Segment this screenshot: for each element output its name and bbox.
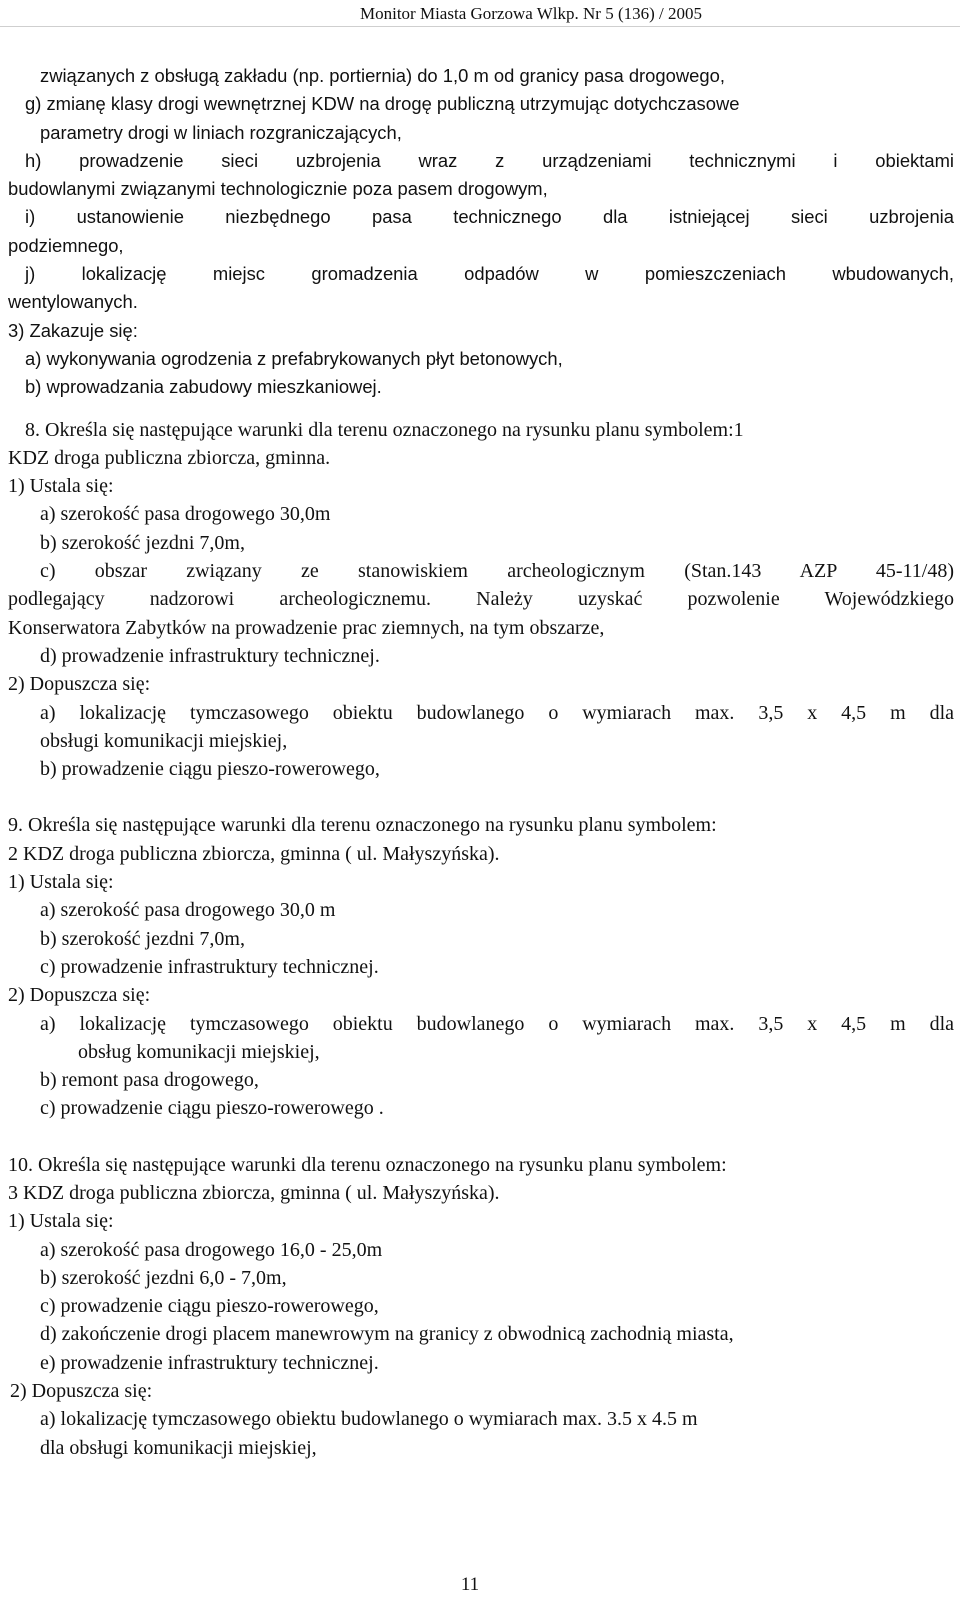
text-line: podziemnego, [8, 234, 124, 256]
text-line: a) wykonywania ogrodzenia z prefabrykowanych płyt betonowych, [25, 347, 563, 369]
text-line: d) zakończenie drogi placem manewrowym na granicy z obwodnicą zachodnią miasta, [40, 1323, 734, 1346]
text-line: obsług komunikacji miejskiej, [78, 1040, 320, 1063]
text-line: budowlanymi związanymi technologicznie poza pasem drogowym, [8, 178, 548, 200]
text-line: Konserwatora Zabytków na prowadzenie prac ziemnych, na tym obszarze, [8, 616, 605, 639]
text-line: a) lokalizację tymczasowego obiektu budowlanego o wymiarach max. 3,5 x 4,5 m dla [40, 1012, 954, 1035]
text-line: j) lokalizację miejsc gromadzenia odpadów w pomieszczeniach wbudowanych, [25, 263, 954, 285]
text-line: c) prowadzenie ciągu pieszo-rowerowego, [40, 1295, 379, 1318]
text-line: a) szerokość pasa drogowego 16,0 - 25,0m [40, 1238, 383, 1261]
document-body [8, 62, 954, 1462]
spacer [8, 402, 954, 416]
text-line: a) szerokość pasa drogowego 30,0m [40, 503, 331, 526]
section-block-10 [8, 1151, 954, 1462]
text-line: 1) Ustala się: [8, 871, 114, 894]
page-number: 11 [460, 1574, 480, 1595]
text-line: parametry drogi w liniach rozgraniczających, [40, 121, 402, 143]
section-heading: 10. Określa się następujące warunki dla terenu oznaczonego na rysunku planu symbolem: [8, 1153, 727, 1176]
text-line: 2 KDZ droga publiczna zbiorcza, gminna ( ul. Małyszyńska). [8, 842, 500, 865]
text-line: 2) Dopuszcza się: [8, 984, 151, 1007]
section-heading: 9. Określa się następujące warunki dla terenu oznaczonego na rysunku planu symbolem: [8, 814, 717, 837]
section-heading: 8. Określa się następujące warunki dla terenu oznaczonego na rysunku planu symbolem:1 [25, 418, 744, 441]
text-line: a) lokalizację tymczasowego obiektu budowlanego o wymiarach max. 3.5 x 4.5 m [40, 1408, 698, 1431]
running-header [0, 2, 960, 27]
text-line: b) szerokość jezdni 7,0m, [40, 927, 245, 950]
spacer [8, 783, 954, 811]
text-line: wentylowanych. [8, 291, 138, 313]
text-line: 2) Dopuszcza się: [8, 673, 151, 696]
text-line: 1) Ustala się: [8, 1210, 114, 1233]
text-line: związanych z obsługą zakładu (np. portiernia) do 1,0 m od granicy pasa drogowego, [40, 65, 725, 86]
text-line: 2) Dopuszcza się: [10, 1380, 153, 1403]
text-line: d) prowadzenie infrastruktury technicznej. [40, 644, 380, 667]
text-line: b) wprowadzania zabudowy mieszkaniowej. [25, 376, 382, 398]
section-block-8 [8, 416, 954, 784]
text-line: a) szerokość pasa drogowego 30,0 m [40, 899, 336, 922]
text-line: b) szerokość jezdni 7,0m, [40, 531, 245, 554]
text-line: a) lokalizację tymczasowego obiektu budowlanego o wymiarach max. 3,5 x 4,5 m dla [40, 701, 954, 724]
running-title: Monitor Miasta Gorzowa Wlkp. Nr 5 (136) / 2005 [360, 4, 702, 23]
text-line: KDZ droga publiczna zbiorcza, gminna. [8, 446, 331, 469]
text-line: g) zmianę klasy drogi wewnętrznej KDW na drogę publiczną utrzymując dotychczasowe [25, 93, 740, 115]
spacer [8, 1123, 954, 1151]
text-line: b) szerokość jezdni 6,0 - 7,0m, [40, 1266, 287, 1289]
text-line: e) prowadzenie infrastruktury technicznej. [40, 1351, 379, 1374]
text-line: h) prowadzenie sieci uzbrojenia wraz z urządzeniami technicznymi i obiektami [25, 149, 954, 171]
text-line: 3 KDZ droga publiczna zbiorcza, gminna ( ul. Małyszyńska). [8, 1181, 500, 1204]
text-line: c) prowadzenie ciągu pieszo-rowerowego . [40, 1097, 384, 1120]
section-block-9 [8, 811, 954, 1122]
text-line: i) ustanowienie niezbędnego pasa technicznego dla istniejącej sieci uzbrojenia [25, 206, 954, 228]
section-block-1 [8, 62, 954, 402]
text-line: dla obsługi komunikacji miejskiej, [40, 1436, 317, 1459]
text-line: c) obszar związany ze stanowiskiem archeologicznym (Stan.143 AZP 45-11/48) [40, 560, 954, 583]
text-line: obsługi komunikacji miejskiej, [40, 729, 288, 752]
text-line: 3) Zakazuje się: [8, 319, 138, 341]
text-line: c) prowadzenie infrastruktury technicznej. [40, 955, 379, 978]
text-line: 1) Ustala się: [8, 475, 114, 498]
text-line: b) remont pasa drogowego, [40, 1069, 259, 1092]
text-line: podlegający nadzorowi archeologicznemu. Należy uzyskać pozwolenie Wojewódzkiego [8, 588, 954, 611]
text-line: b) prowadzenie ciągu pieszo-rowerowego, [40, 758, 380, 781]
